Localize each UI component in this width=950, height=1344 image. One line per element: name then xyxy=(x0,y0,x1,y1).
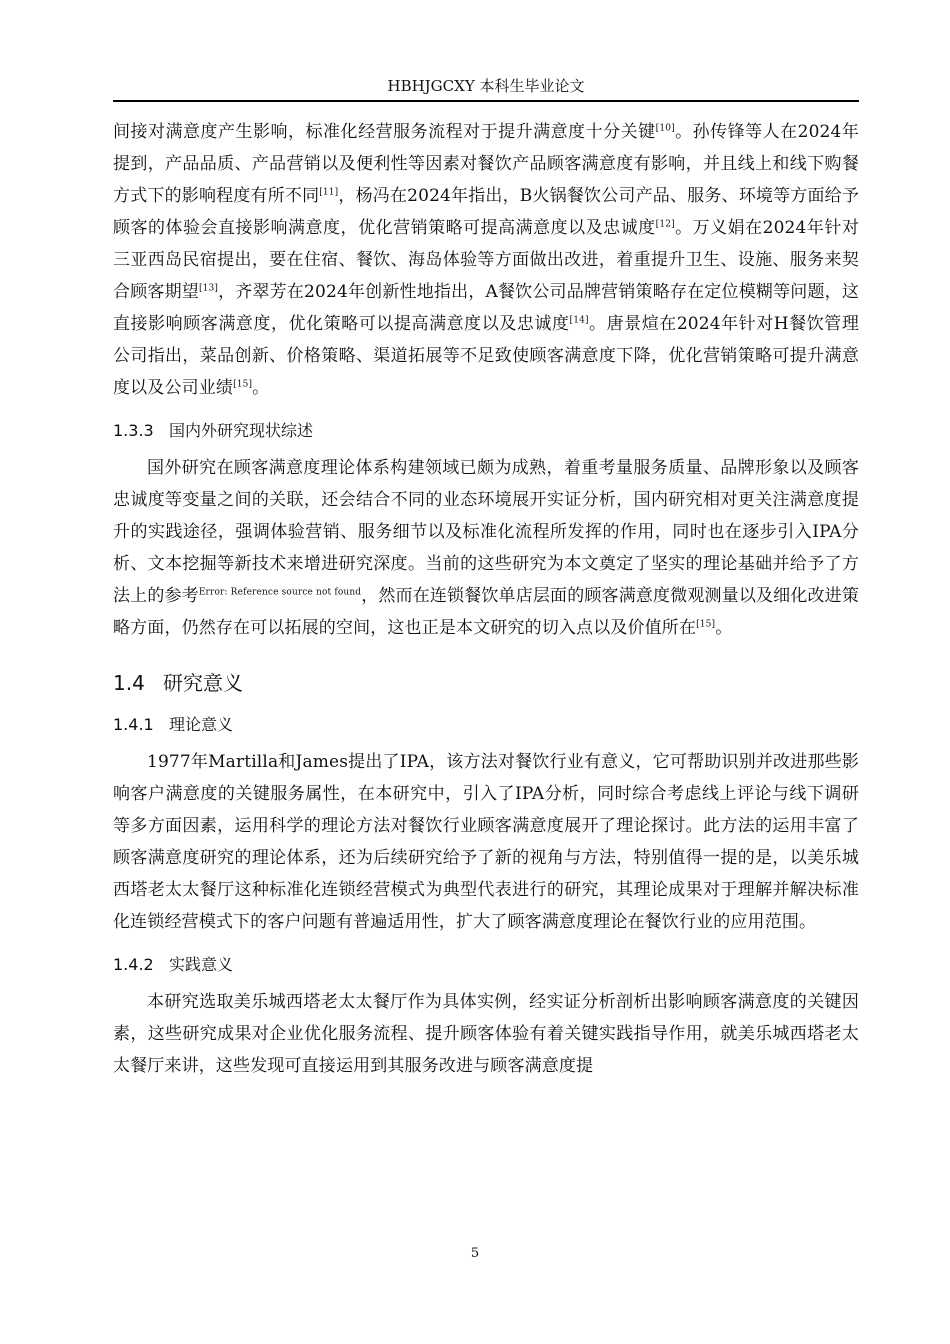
citation: [10] xyxy=(655,123,675,134)
paragraph-literature-domestic xyxy=(113,116,859,404)
section-title: 国内外研究现状综述 xyxy=(169,421,314,440)
page-number: 5 xyxy=(470,1246,480,1261)
section-title: 实践意义 xyxy=(169,955,234,974)
body-text xyxy=(113,116,859,1082)
section-number: 1.3.3 xyxy=(113,421,154,440)
section-number: 1.4.1 xyxy=(113,715,154,734)
section-title: 研究意义 xyxy=(163,671,243,695)
text-run: 。万义娟在2024年针对三亚西岛民宿提出，要在住宿、餐饮、海岛体验等方面做出改进，着重提升卫生、设施、服务来契合顾客期望 xyxy=(113,218,859,302)
section-heading-1-4-2 xyxy=(113,950,859,980)
section-heading-1-3-3 xyxy=(113,416,859,446)
text-run: ，齐翠芳在2024年创新性地指出，A餐饮公司品牌营销策略存在定位模糊等问题，这直接影响顾客满意度，优化策略可以提高满意度以及忠诚度 xyxy=(113,282,859,334)
text-run: 间接对满意度产生影响，标准化经营服务流程对于提升满意度十分关键 xyxy=(113,122,656,142)
citation: [12] xyxy=(655,219,675,230)
header-rule xyxy=(113,100,859,102)
text-run: 国外研究在顾客满意度理论体系构建领域已颇为成熟，着重考量服务质量、品牌形象以及顾客忠诚度等变量之间的关联，还会结合不同的业态环境展开实证分析，国内研究相对更关注满意度提升的实践途径，强调体验营销、服务细节以及标准化流程所发挥的作用，同时也在逐步引入IPA分析、文本挖掘等新技术来增进研究深度。当前的这些研究为本文奠定了坚实的理论基础并给予了方法上的参考 xyxy=(113,458,859,606)
section-number: 1.4 xyxy=(113,671,145,695)
citation: [13] xyxy=(198,283,219,294)
section-title: 理论意义 xyxy=(169,715,234,734)
citation: [15] xyxy=(696,619,716,630)
paragraph-theoretical-significance: 1977年Martilla和James提出了IPA，该方法对餐饮行业有意义，它可帮助识别并改进那些影响客户满意度的关键服务属性，在本研究中，引入了IPA分析，同时综合考虑线上评论与线下调研等多方面因素，运用科学的理论方法对餐饮行业顾客满意度展开了理论探讨。此方法的运用丰富了顾客满意度研究的理论体系，还为后续研究给予了新的视角与方法，特别值得一提的是，以美乐城西塔老太太餐厅这种标准化连锁经营模式为典型代表进行的研究，其理论成果对于理解并解决标准化连锁经营模式下的客户问题有普遍适用性，扩大了顾客满意度理论在餐饮行业的应用范围。 xyxy=(113,752,859,932)
running-header: HBHJGCXY 本科生毕业论文 xyxy=(387,77,585,95)
text-run: ，然而在连锁餐饮单店层面的顾客满意度微观测量以及细化改进策略方面，仍然存在可以拓展的空间，这也正是本文研究的切入点以及价值所在 xyxy=(113,586,859,638)
citation: [15] xyxy=(233,379,253,390)
section-heading-1-4-1 xyxy=(113,710,859,740)
citation: [11] xyxy=(319,187,339,198)
text-run: 。 xyxy=(252,378,270,398)
section-heading-1-4 xyxy=(113,668,859,698)
citation-error: Error: Reference source not found xyxy=(198,587,362,598)
section-number: 1.4.2 xyxy=(113,955,154,974)
paragraph-review-summary xyxy=(113,452,859,644)
paragraph-practical-significance: 本研究选取美乐城西塔老太太餐厅作为具体实例，经实证分析剖析出影响顾客满意度的关键因素，这些研究成果对企业优化服务流程、提升顾客体验有着关键实践指导作用，就美乐城西塔老太太餐厅来讲，这些发现可直接运用到其服务改进与顾客满意度提 xyxy=(113,992,859,1076)
text-run: 。 xyxy=(715,618,733,638)
text-run: ，杨冯在2024年指出，B火锅餐饮公司产品、服务、环境等方面给予顾客的体验会直接影响满意度，优化营销策略可提高满意度以及忠诚度 xyxy=(113,186,859,238)
text-run: 。孙传锋等人在2024年提到，产品品质、产品营销以及便利性等因素对餐饮产品顾客满意度有影响，并且线上和线下购餐方式下的影响程度有所不同 xyxy=(113,122,859,206)
citation: [14] xyxy=(569,315,589,326)
text-run: 。唐景煊在2024年针对H餐饮管理公司指出，菜品创新、价格策略、渠道拓展等不足致使顾客满意度下降，优化营销策略可提升满意度以及公司业绩 xyxy=(113,314,859,398)
